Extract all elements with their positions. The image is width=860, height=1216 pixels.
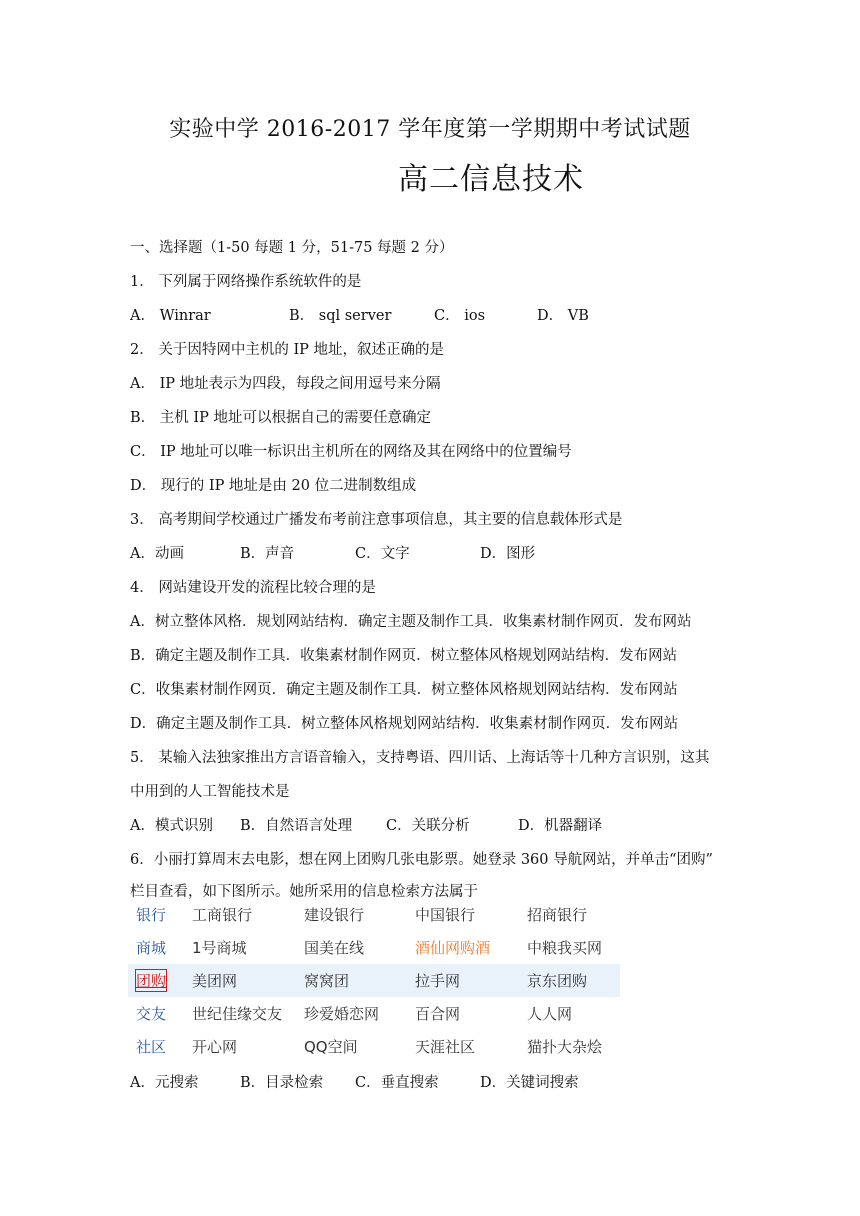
q4-option-c: C．收集素材制作网页．确定主题及制作工具．树立整体风格规划网站结构．发布网站 (130, 682, 678, 698)
q6-option-d: D．关键词搜索 (480, 1075, 579, 1091)
nav-category: 社区 (136, 1038, 167, 1056)
nav-link: 建设银行 (304, 906, 365, 924)
q5-option-a: A．模式识别 (130, 818, 213, 834)
navigation-directory-figure (128, 898, 620, 1063)
question-5-stem-line-2: 中用到的人工智能技术是 (130, 784, 290, 800)
q2-option-d: D． 现行的 IP 地址是由 20 位二进制数组成 (130, 478, 417, 494)
nav-row-dating (128, 997, 620, 1030)
q1-option-a: A． Winrar (130, 308, 211, 324)
q1-option-c: C． ios (434, 308, 486, 324)
nav-category: 银行 (136, 906, 167, 924)
q5-option-c: C．关联分析 (386, 818, 470, 834)
question-4-stem: 4． 网站建设开发的流程比较合理的是 (130, 580, 376, 596)
exam-title: 实验中学 2016-2017 学年度第一学期期中考试试题 (169, 117, 691, 142)
q5-option-b: B．自然语言处理 (240, 818, 353, 834)
q1-option-d: D． VB (537, 308, 589, 324)
nav-link-highlighted: 酒仙网购酒 (415, 939, 491, 957)
nav-link: 国美在线 (304, 939, 365, 957)
nav-category: 交友 (136, 1005, 167, 1023)
nav-link: 工商银行 (192, 906, 253, 924)
q4-option-a: A．树立整体风格．规划网站结构．确定主题及制作工具．收集素材制作网页．发布网站 (130, 614, 692, 630)
q4-option-b: B．确定主题及制作工具．收集素材制作网页．树立整体风格规划网站结构．发布网站 (130, 648, 678, 664)
question-2-stem: 2． 关于因特网中主机的 IP 地址，叙述正确的是 (130, 342, 445, 358)
q3-option-d: D．图形 (480, 546, 536, 562)
q4-option-d: D．确定主题及制作工具．树立整体风格规划网站结构．收集素材制作网页．发布网站 (130, 716, 679, 732)
q2-option-b: B． 主机 IP 地址可以根据自己的需要任意确定 (130, 410, 431, 426)
q6-option-b: B．目录检索 (240, 1075, 324, 1091)
q2-option-c: C． IP 地址可以唯一标识出主机所在的网络及其在网络中的位置编号 (130, 444, 572, 460)
question-5-stem-line-1: 5． 某输入法独家推出方言语音输入，支持粤语、四川话、上海话等十几种方言识别，这其 (130, 750, 710, 766)
nav-link: 猫扑大杂烩 (527, 1038, 603, 1056)
question-6-stem-line-2: 栏目查看，如下图所示。她所采用的信息检索方法属于 (130, 884, 478, 900)
q3-option-c: C．文字 (355, 546, 410, 562)
q5-option-d: D．机器翻译 (518, 818, 603, 834)
nav-row-group-buy (128, 964, 620, 997)
nav-row-bank (128, 898, 620, 931)
section-heading: 一、选择题（1-50 每题 1 分，51-75 每题 2 分） (130, 240, 454, 256)
nav-link: 天涯社区 (415, 1038, 476, 1056)
nav-row-community (128, 1030, 620, 1063)
q3-option-b: B．声音 (240, 546, 295, 562)
nav-link: 拉手网 (415, 972, 461, 990)
nav-link: 中粮我买网 (527, 939, 603, 957)
nav-link: 世纪佳缘交友 (192, 1005, 283, 1023)
nav-link: 美团网 (192, 972, 238, 990)
nav-link: 窝窝团 (304, 972, 350, 990)
nav-link: 京东团购 (527, 972, 588, 990)
question-6-stem-line-1: 6．小丽打算周末去电影，想在网上团购几张电影票。她登录 360 导航网站，并单击“团购” (130, 852, 713, 868)
nav-row-mall (128, 931, 620, 964)
subject-title: 高二信息技术 (398, 162, 584, 197)
nav-link: 百合网 (415, 1005, 461, 1023)
question-3-stem: 3． 高考期间学校通过广播发布考前注意事项信息，其主要的信息载体形式是 (130, 512, 623, 528)
q6-option-c: C．垂直搜索 (355, 1075, 439, 1091)
nav-link: 珍爱婚恋网 (304, 1005, 380, 1023)
question-1-stem: 1． 下列属于网络操作系统软件的是 (130, 274, 362, 290)
q3-option-a: A．动画 (130, 546, 184, 562)
nav-link: QQ空间 (304, 1038, 358, 1056)
nav-link: 1号商城 (192, 939, 247, 957)
nav-link: 中国银行 (415, 906, 476, 924)
q2-option-a: A． IP 地址表示为四段，每段之间用逗号来分隔 (130, 376, 441, 392)
nav-link: 招商银行 (527, 906, 588, 924)
nav-category-selected: 团购 (136, 972, 167, 990)
q1-option-b: B． sql server (289, 308, 392, 324)
nav-link: 开心网 (192, 1038, 238, 1056)
nav-category: 商城 (136, 939, 167, 957)
nav-link: 人人网 (527, 1005, 573, 1023)
q6-option-a: A．元搜索 (130, 1075, 199, 1091)
